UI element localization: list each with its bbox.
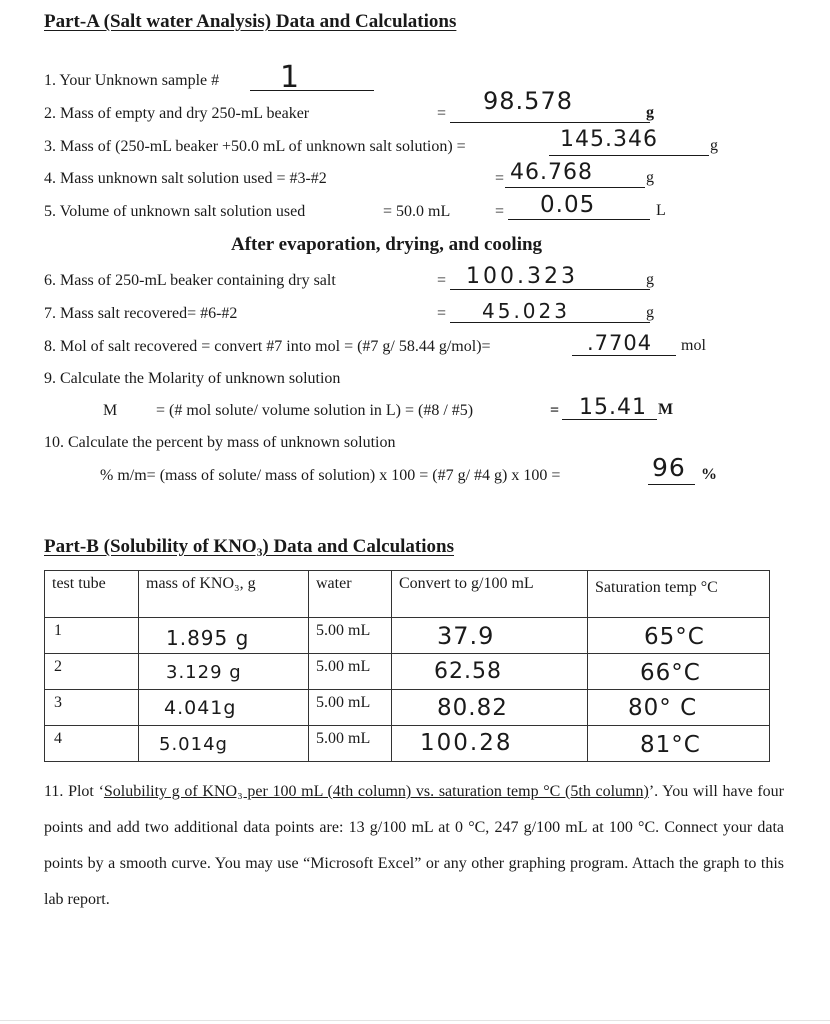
q2-label: 2. Mass of empty and dry 250-mL beaker [44,105,310,122]
cell-temp [588,654,770,690]
q9-unit: M [658,401,674,418]
table-header-row [45,571,770,618]
table-row [45,618,770,654]
header-saturation-temp: Saturation temp °C [588,571,770,618]
cell-convert [392,654,588,690]
q5-unit: L [656,202,666,219]
convert-handwritten: 37.9 [437,622,495,650]
cell-convert [392,690,588,726]
cell-water: 5.00 mL [309,618,392,654]
q9-equals: = [550,402,560,419]
q11-intro: 11. Plot ‘ [44,783,104,800]
mass-handwritten: 1.895 g [166,626,250,650]
q9-label: 9. Calculate the Molarity of unknown solution [44,370,341,387]
q5-equals: = [495,203,505,220]
q3-answer: 145.346 [560,127,658,152]
header-mass: mass of KNO₃, g [139,571,309,618]
header-convert: Convert to g/100 mL [392,571,588,618]
q10-blank [648,484,695,485]
q2-blank [450,122,650,123]
q8-answer: .7704 [587,331,653,355]
q7-equals: = [437,305,447,322]
convert-handwritten: 80.82 [437,695,508,721]
cell-water: 5.00 mL [309,690,392,726]
q5-given: = 50.0 mL [383,203,451,220]
evaporation-subheading: After evaporation, drying, and cooling [231,234,543,255]
q8-blank [572,355,676,356]
q4-equals: = [495,170,505,187]
q9-m-symbol: M [103,402,118,419]
cell-tube: 4 [45,726,139,762]
temp-handwritten: 66°C [640,660,701,686]
table-row [45,690,770,726]
convert-handwritten: 62.58 [434,659,502,684]
cell-convert [392,618,588,654]
cell-water: 5.00 mL [309,726,392,762]
q1-answer: 1 [280,60,301,95]
mass-handwritten: 3.129 g [166,662,242,683]
q9-formula: = (# mol solute/ volume solution in L) = (#8 / #5) [156,402,474,419]
convert-handwritten: 100.28 [420,730,513,756]
q6-label: 6. Mass of 250-mL beaker containing dry salt [44,272,336,289]
temp-handwritten: 80° C [628,695,698,721]
cell-temp [588,690,770,726]
q1-label: 1. Your Unknown sample # [44,72,220,89]
mass-handwritten: 4.041g [164,697,237,719]
q10-formula: % m/m= (mass of solute/ mass of solution) x 100 = (#7 g/ #4 g) x 100 = [100,467,561,484]
q6-blank [450,289,650,290]
mass-handwritten: 5.014g [159,734,228,755]
q8-label: 8. Mol of salt recovered = convert #7 into mol = (#7 g/ 58.44 g/mol)= [44,338,491,355]
q2-answer: 98.578 [483,87,573,115]
q4-label: 4. Mass unknown salt solution used = #3-#2 [44,170,327,187]
q10-unit: % [701,466,717,483]
q11-underlined: Solubility g of KNO₃ per 100 mL (4th column) vs. saturation temp °C (5th column) [103,783,649,800]
table-row [45,726,770,762]
header-test-tube: test tube [45,571,139,618]
q10-label: 10. Calculate the percent by mass of unknown solution [44,434,396,451]
q5-blank [508,219,650,220]
cell-mass [139,654,309,690]
cell-tube: 2 [45,654,139,690]
q11-rest: ’. You will have four points and add two additional data points are: 13 g/100 mL at 0 °C, 247 g/100 mL at 100 °C. Connect your data points by a smooth curve. You may use “Microsoft Excel” or any other graphing program. Attach the graph to this lab report. [44,783,785,908]
part-a-title: Part-A (Salt water Analysis) Data and Calculations [44,11,457,32]
q5-label: 5. Volume of unknown salt solution used [44,203,306,220]
cell-mass [139,690,309,726]
temp-handwritten: 81°C [640,732,701,758]
q3-unit: g [710,137,718,154]
q4-blank [505,187,645,188]
q7-label: 7. Mass salt recovered= #6-#2 [44,305,238,322]
cell-temp [588,618,770,654]
q10-answer: 96 [652,453,686,482]
cell-convert [392,726,588,762]
q3-blank [549,155,709,156]
cell-tube: 1 [45,618,139,654]
page-bottom-edge [0,1020,830,1021]
q4-unit: g [646,169,654,186]
q7-answer: 45.023 [482,299,570,323]
part-b-title: Part-B (Solubility of KNO₃) Data and Calculations [44,536,454,557]
q6-unit: g [646,271,654,288]
q4-answer: 46.768 [510,160,593,185]
q8-unit: mol [681,337,706,354]
q11-instructions [44,774,784,918]
cell-mass [139,726,309,762]
temp-handwritten: 65°C [644,624,705,650]
header-water: water [309,571,392,618]
q1-blank [250,90,374,91]
cell-mass [139,618,309,654]
q9-answer: 15.41 [579,395,647,420]
q2-equals: = [437,105,447,122]
q7-unit: g [646,304,654,321]
q6-equals: = [437,272,447,289]
kno3-data-table [44,570,770,762]
cell-temp [588,726,770,762]
q5-answer: 0.05 [540,192,596,218]
q3-label: 3. Mass of (250-mL beaker +50.0 mL of unknown salt solution) = [44,138,466,155]
table-row [45,654,770,690]
q2-unit: g [646,104,654,121]
q6-answer: 100.323 [466,264,578,289]
cell-tube: 3 [45,690,139,726]
cell-water: 5.00 mL [309,654,392,690]
